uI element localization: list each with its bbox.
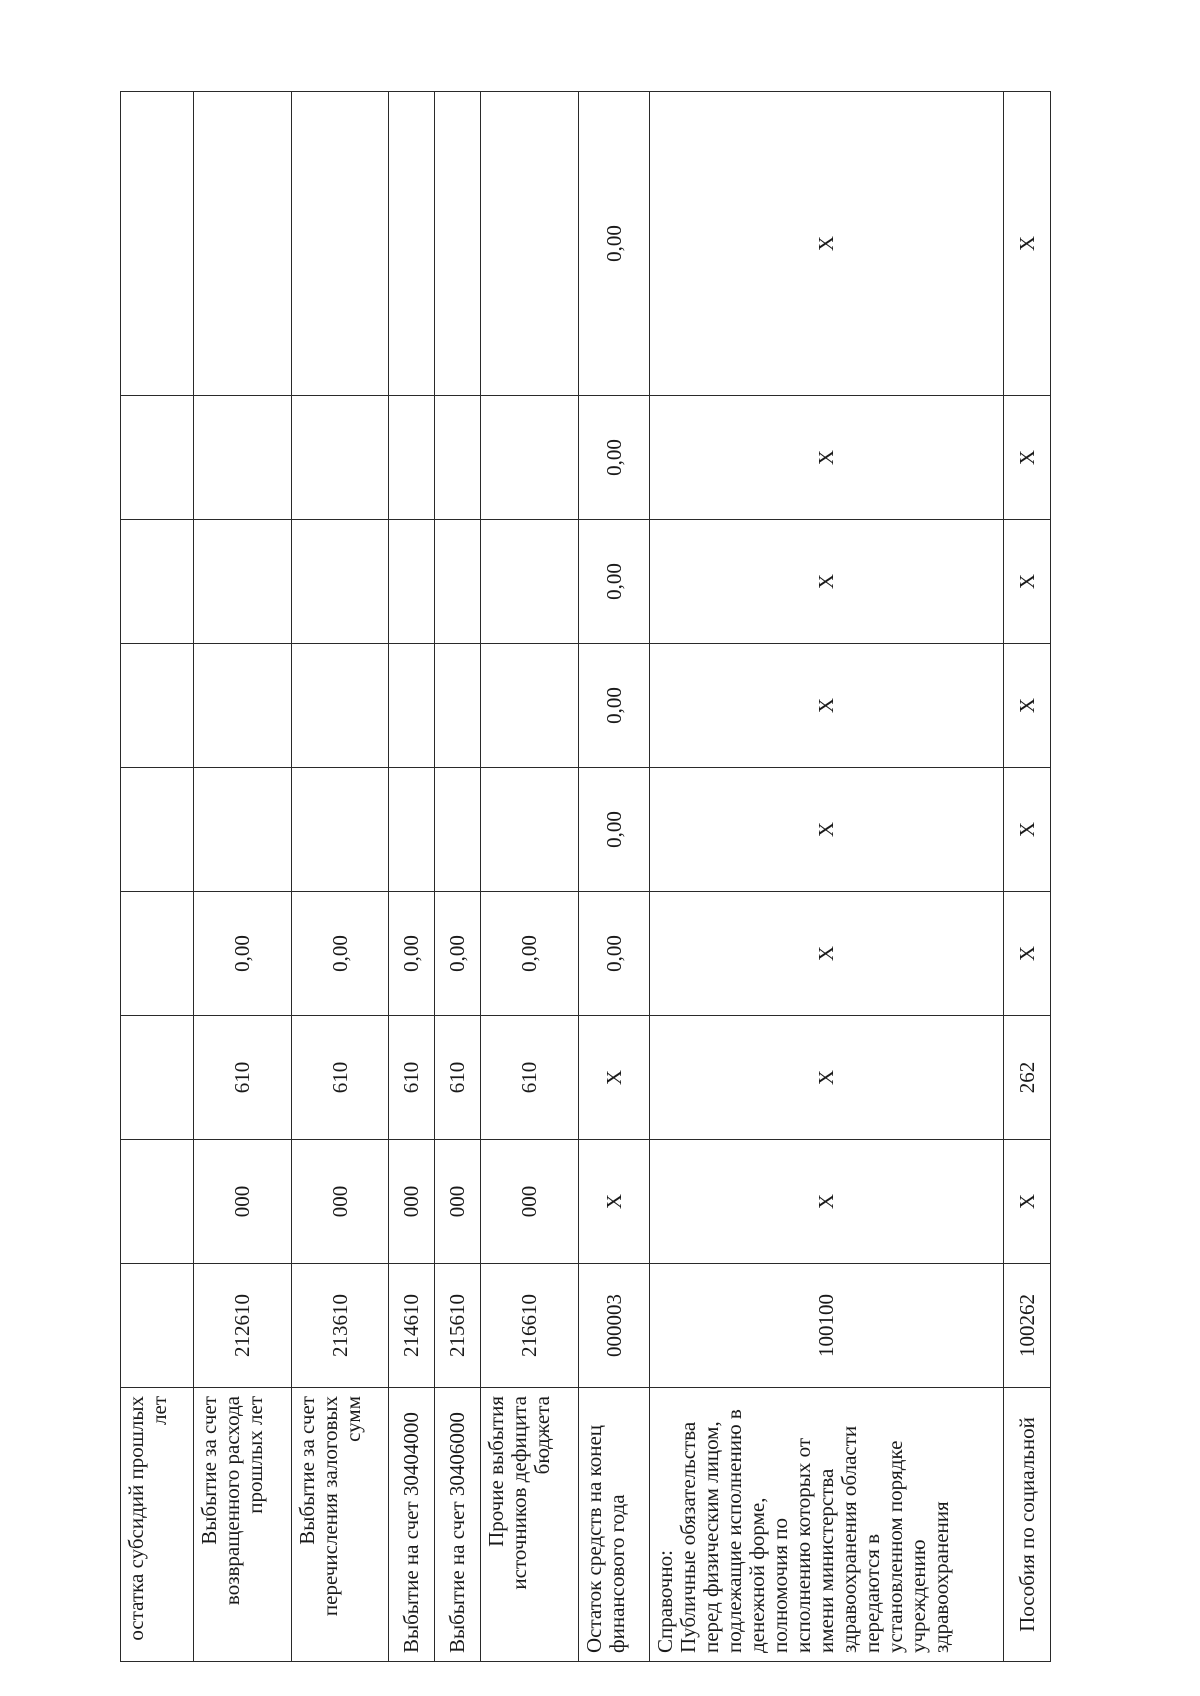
row-label-line: Выбытие на счет 30404000 (399, 1412, 423, 1653)
row-label-line: учреждению (906, 1539, 930, 1653)
row-subcode-cell: X (1004, 1140, 1051, 1264)
row-label (121, 1388, 194, 1662)
table-row (435, 92, 481, 1662)
row-value-cell (292, 644, 389, 768)
rotated-table-sheet (120, 192, 1130, 1662)
row-value-cell (435, 768, 481, 892)
row-value-cell: X (1004, 396, 1051, 520)
row-value-cell (194, 768, 292, 892)
row-value-cell: X (650, 644, 1004, 768)
row-label (389, 1388, 435, 1662)
row-label (579, 1388, 650, 1662)
row-value-cell (435, 644, 481, 768)
row-value-cell (194, 92, 292, 396)
row-value-cell (481, 768, 579, 892)
row-code-cell: 100262 (1004, 1264, 1051, 1388)
row-label-line: финансового года (605, 1494, 629, 1653)
row-label-line: Выбытие за счет (295, 1396, 319, 1545)
row-value-cell (194, 520, 292, 644)
row-subcode-cell: 000 (292, 1140, 389, 1264)
row-value-cell (389, 768, 435, 892)
row-value-cell: 0,00 (579, 768, 650, 892)
row-label-line: Остаток средств на конец (582, 1424, 606, 1653)
row-kosgu-cell: 610 (389, 1016, 435, 1140)
row-subcode-cell: 000 (481, 1140, 579, 1264)
row-value-cell (435, 92, 481, 396)
row-value-cell (389, 644, 435, 768)
row-value-cell (481, 396, 579, 520)
row-code-cell: 000003 (579, 1264, 650, 1388)
row-label-line: сумм (341, 1396, 365, 1442)
row-kosgu-cell: X (579, 1016, 650, 1140)
row-value-cell (121, 92, 194, 396)
row-label-line: подлежащие исполнению в (722, 1409, 746, 1653)
row-code-cell (121, 1264, 194, 1388)
row-kosgu-cell: 262 (1004, 1016, 1051, 1140)
row-label-line: денежной форме, (745, 1497, 769, 1653)
row-label-line: Публичные обязательства (676, 1421, 700, 1653)
row-value-cell (121, 892, 194, 1016)
row-value-cell (389, 396, 435, 520)
row-value-cell (481, 520, 579, 644)
row-value-cell: 0,00 (292, 892, 389, 1016)
row-value-cell (292, 396, 389, 520)
row-value-cell: 0,00 (194, 892, 292, 1016)
table-row (1004, 92, 1051, 1662)
row-code-cell: 214610 (389, 1264, 435, 1388)
row-label-line: Выбытие на счет 30406000 (445, 1412, 469, 1653)
row-kosgu-cell: X (650, 1016, 1004, 1140)
row-value-cell: 0,00 (579, 396, 650, 520)
row-code-cell: 100100 (650, 1264, 1004, 1388)
row-value-cell (389, 92, 435, 396)
row-label-line: Пособия по социальной (1014, 1417, 1039, 1632)
row-label (435, 1388, 481, 1662)
row-label (650, 1388, 1004, 1662)
row-value-cell: 0,00 (579, 92, 650, 396)
row-code-cell: 216610 (481, 1264, 579, 1388)
row-value-cell (194, 644, 292, 768)
row-code-cell: 212610 (194, 1264, 292, 1388)
table-row (650, 92, 1004, 1662)
row-value-cell (435, 520, 481, 644)
row-code-cell: 215610 (435, 1264, 481, 1388)
row-label (194, 1388, 292, 1662)
row-kosgu-cell: 610 (435, 1016, 481, 1140)
row-value-cell (389, 520, 435, 644)
row-value-cell (292, 520, 389, 644)
row-value-cell: 0,00 (579, 520, 650, 644)
row-kosgu-cell: 610 (481, 1016, 579, 1140)
row-kosgu-cell: 610 (292, 1016, 389, 1140)
row-label-line: остатка субсидий прошлых (124, 1396, 148, 1641)
row-value-cell (481, 92, 579, 396)
row-label-line: прошлых лет (243, 1396, 267, 1514)
row-label (292, 1388, 389, 1662)
row-label-line: имени министерства (814, 1468, 838, 1653)
row-value-cell (435, 396, 481, 520)
row-value-cell: X (650, 892, 1004, 1016)
row-label-line: передаются в (860, 1533, 884, 1653)
row-value-cell: X (650, 396, 1004, 520)
row-label-line: бюджета (530, 1396, 554, 1475)
row-code-cell: 213610 (292, 1264, 389, 1388)
row-value-cell: 0,00 (389, 892, 435, 1016)
row-value-cell: 0,00 (579, 644, 650, 768)
row-value-cell: X (1004, 644, 1051, 768)
table-row (292, 92, 389, 1662)
row-value-cell: X (1004, 892, 1051, 1016)
row-subcode-cell: 000 (435, 1140, 481, 1264)
row-label (1004, 1388, 1051, 1662)
row-subcode-cell: X (650, 1140, 1004, 1264)
row-value-cell (292, 92, 389, 396)
row-kosgu-cell: 610 (194, 1016, 292, 1140)
row-value-cell: 0,00 (435, 892, 481, 1016)
table-row (194, 92, 292, 1662)
table-row (579, 92, 650, 1662)
row-value-cell (292, 768, 389, 892)
row-value-cell: X (1004, 520, 1051, 644)
row-label-line: исполнению которых от (791, 1438, 815, 1653)
row-label-line: лет (147, 1396, 171, 1425)
table-row (121, 92, 194, 1662)
row-subcode-cell: 000 (389, 1140, 435, 1264)
row-value-cell: X (650, 92, 1004, 396)
row-label-line: источников дефицита (507, 1396, 531, 1590)
row-value-cell: X (650, 768, 1004, 892)
row-label-line: перед физическим лицом, (699, 1421, 723, 1653)
row-value-cell (194, 396, 292, 520)
budget-table (120, 91, 1051, 1662)
row-value-cell (121, 396, 194, 520)
row-value-cell: X (1004, 92, 1051, 396)
row-label-line: Выбытие за счет (197, 1396, 221, 1545)
row-label-line: здравоохранения (929, 1501, 953, 1653)
table-row (389, 92, 435, 1662)
row-value-cell: 0,00 (579, 892, 650, 1016)
row-label-line: полномочия по (768, 1518, 792, 1653)
table-row (481, 92, 579, 1662)
row-value-cell (121, 768, 194, 892)
row-label-line: Прочие выбытия (484, 1396, 508, 1547)
table-body (121, 92, 1051, 1662)
row-value-cell: 0,00 (481, 892, 579, 1016)
row-value-cell (121, 520, 194, 644)
row-label-line: перечисления залоговых (318, 1396, 342, 1617)
row-subcode-cell: X (579, 1140, 650, 1264)
row-label-line: Справочно: (653, 1550, 677, 1653)
row-label-line: установленном порядке (883, 1440, 907, 1653)
row-value-cell: X (650, 520, 1004, 644)
row-subcode-cell (121, 1140, 194, 1264)
row-value-cell (121, 644, 194, 768)
row-label-line: возвращенного расхода (220, 1396, 244, 1606)
row-kosgu-cell (121, 1016, 194, 1140)
row-label (481, 1388, 579, 1662)
row-value-cell: X (1004, 768, 1051, 892)
row-value-cell (481, 644, 579, 768)
row-subcode-cell: 000 (194, 1140, 292, 1264)
row-label-line: здравоохранения области (837, 1425, 861, 1653)
